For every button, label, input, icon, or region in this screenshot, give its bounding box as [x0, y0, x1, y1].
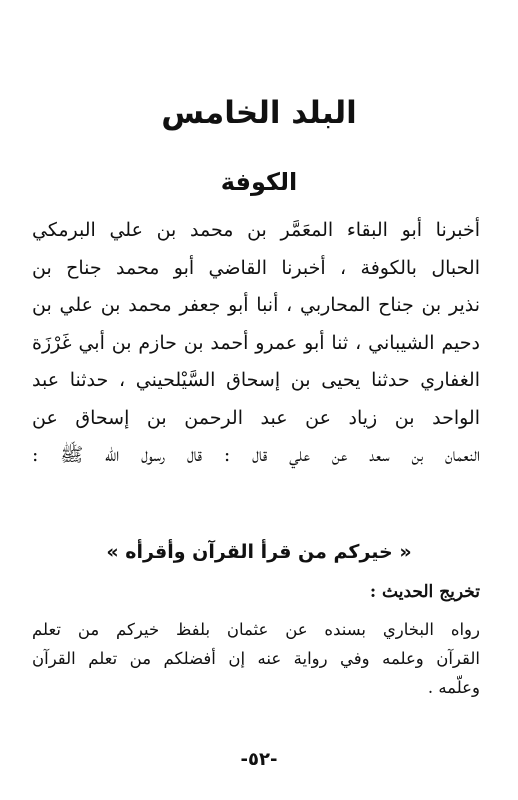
- isnad-paragraph: [32, 212, 480, 475]
- takhrij-line: وعلّمه .: [427, 678, 480, 697]
- hadith-text: « خيركم من قرأ القرآن وأقرأه »: [106, 541, 412, 563]
- isnad-line: الواحد بن زياد عن عبد الرحمن بن إسحاق عن: [32, 406, 480, 429]
- isnad-line: الحبال بالكوفة ، أخبرنا القاضي أبو محمد جناح بن: [32, 256, 480, 279]
- takhrij-line: القرآن وعلمه وفي رواية عنه إن أفضلكم من تعلم القرآن: [32, 649, 480, 668]
- takhrij-paragraph: [32, 615, 480, 702]
- isnad-line: دحيم الشيباني ، ثنا أبو عمرو أحمد بن حازم بن أبي غَرْزَة: [32, 331, 480, 354]
- page-number: -٥٢-: [240, 749, 278, 770]
- takhrij-heading: تخريج الحديث :: [369, 582, 480, 602]
- isnad-line: الغفاري حدثنا يحيى بن إسحاق السَّيْلحيني ، حدثنا عبد: [32, 369, 480, 391]
- takhrij-line: رواه البخاري بسنده عن عثمان بلفظ خيركم من تعلم: [32, 620, 480, 639]
- isnad-line: النعمان بن سعد عن علي قال : قال رسول الله ﷺ :: [32, 444, 480, 466]
- chapter-title: البلد الخامس: [161, 95, 357, 131]
- section-title: الكوفة: [220, 168, 298, 196]
- isnad-line: أخبرنا أبو البقاء المعَمَّر بن محمد بن علي البرمكي: [32, 219, 480, 241]
- isnad-line: نذير بن جناح المحاربي ، أنبا أبو جعفر محمد بن علي بن: [32, 294, 480, 316]
